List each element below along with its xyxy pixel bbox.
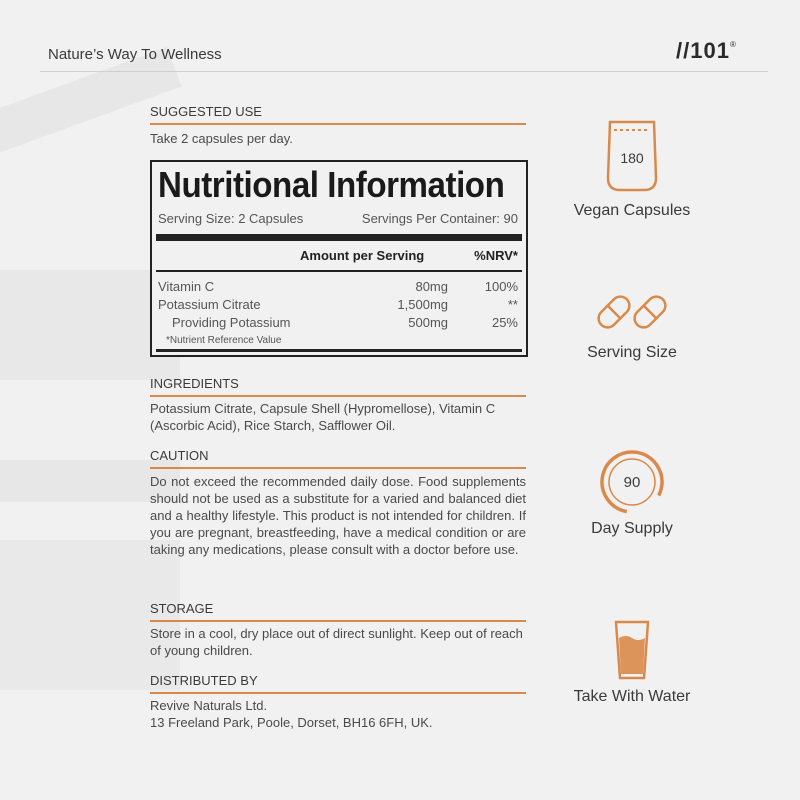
nutrition-panel — [150, 160, 528, 357]
feature-label: Take With Water — [573, 688, 691, 705]
distributor-address: 13 Freeland Park, Poole, Dorset, BH16 6FH, UK. — [150, 715, 433, 730]
nutrient-row — [158, 315, 518, 332]
thin-rule — [156, 270, 522, 272]
nutrient-nrv: ** — [507, 297, 518, 312]
logo-text: //101 — [676, 38, 730, 63]
header — [0, 0, 800, 72]
dial-icon — [598, 448, 666, 516]
nutrient-amount: 1,500mg — [397, 297, 448, 312]
nrv-header: %NRV* — [474, 248, 518, 263]
distributed-heading: DISTRIBUTED BY — [150, 673, 526, 694]
feature-day-supply — [572, 448, 692, 539]
feature-label: Serving Size — [587, 344, 677, 361]
nutrition-title: Nutritional Information — [158, 164, 505, 205]
registered-mark: ® — [729, 40, 737, 49]
water-glass-icon — [612, 620, 652, 680]
thick-rule — [156, 234, 522, 241]
caution-text: Do not exceed the recommended daily dose. Food supplements should not be used as a substitute for a varied and balanced diet and a healthy lifestyle. This product is not intended for children. If you are pregnant, breastfeeding, have a medical condition or are taking any medications, please consult with a doctor before use. — [150, 474, 526, 557]
storage-text: Store in a cool, dry place out of direct sunlight. Keep out of reach of young children. — [150, 626, 523, 658]
nutrient-name: Providing Potassium — [172, 315, 291, 330]
capsules-icon — [594, 290, 670, 334]
storage-heading: STORAGE — [150, 601, 526, 622]
nutrient-amount: 500mg — [408, 315, 448, 330]
caution-heading: CAUTION — [150, 448, 526, 469]
suggested-use-heading: SUGGESTED USE — [150, 104, 526, 125]
nrv-footnote: *Nutrient Reference Value — [166, 335, 282, 346]
suggested-use-text: Take 2 capsules per day. — [150, 131, 293, 146]
serving-size: Serving Size: 2 Capsules — [158, 211, 304, 226]
nutrient-row — [158, 279, 518, 296]
distributor-name: Revive Naturals Ltd. — [150, 698, 268, 713]
pouch-icon — [604, 118, 660, 194]
bottom-rule — [156, 349, 522, 352]
brand-logo — [676, 38, 737, 64]
feature-take-with-water — [572, 620, 692, 707]
nutrient-name: Potassium Citrate — [158, 297, 261, 312]
feature-label: Day Supply — [591, 520, 673, 537]
amount-header: Amount per Serving — [300, 248, 425, 263]
feature-serving-size — [572, 290, 692, 363]
nutrient-amount: 80mg — [415, 279, 448, 294]
feature-label: Vegan Capsules — [573, 202, 691, 219]
nutrient-nrv: 100% — [484, 279, 518, 294]
feature-vegan-capsules — [572, 118, 692, 221]
nutrient-name: Vitamin C — [158, 279, 215, 294]
header-divider — [40, 71, 768, 72]
nutrient-row — [158, 297, 518, 314]
ingredients-text: Potassium Citrate, Capsule Shell (Hypromellose), Vitamin C (Ascorbic Acid), Rice Starch, Safflower Oil. — [150, 401, 496, 433]
pouch-count: 180 — [620, 150, 644, 166]
dial-value: 90 — [623, 474, 641, 491]
servings-per-container: Servings Per Container: 90 — [361, 211, 518, 226]
tagline: Nature’s Way To Wellness — [48, 46, 222, 63]
nutrient-nrv: 25% — [491, 315, 518, 330]
ingredients-heading: INGREDIENTS — [150, 376, 526, 397]
